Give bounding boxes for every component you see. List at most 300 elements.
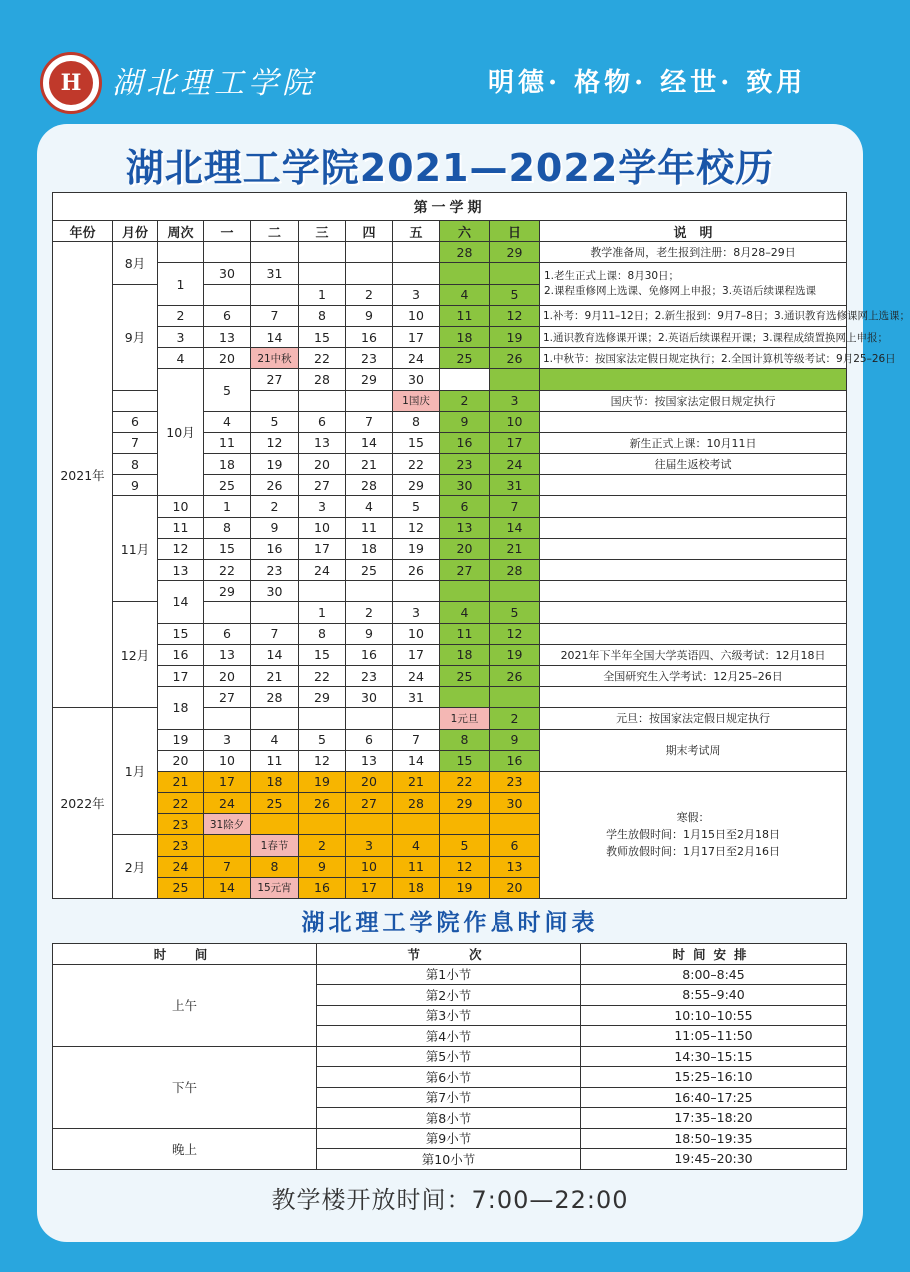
day-cell xyxy=(251,708,299,729)
column-header: 月份 xyxy=(113,221,158,242)
week-cell: 5 xyxy=(204,369,251,411)
week-cell: 22 xyxy=(158,793,204,814)
day-cell: 16 xyxy=(440,432,490,453)
note-cell xyxy=(540,475,847,496)
day-cell: 5 xyxy=(490,602,540,623)
note-cell xyxy=(540,496,847,517)
day-cell: 19 xyxy=(490,326,540,347)
day-cell xyxy=(251,814,299,835)
day-cell: 8 xyxy=(299,623,346,644)
column-header: 六 xyxy=(440,221,490,242)
day-cell: 16 xyxy=(251,538,299,559)
day-cell: 11 xyxy=(440,623,490,644)
day-cell xyxy=(346,814,393,835)
day-cell: 6 xyxy=(204,623,251,644)
week-cell: 20 xyxy=(158,750,204,771)
day-cell: 15 xyxy=(299,644,346,665)
week-cell: 13 xyxy=(158,560,204,581)
week-cell: 7 xyxy=(113,432,158,453)
calendar-table xyxy=(52,192,910,899)
day-cell: 11 xyxy=(204,432,251,453)
day-cell: 25 xyxy=(204,475,251,496)
day-cell: 3 xyxy=(490,390,540,411)
note-cell xyxy=(540,771,847,898)
day-cell xyxy=(204,708,251,729)
day-cell: 4 xyxy=(440,284,490,305)
day-cell: 1春节 xyxy=(251,835,299,856)
week-cell: 19 xyxy=(158,729,204,750)
day-cell: 7 xyxy=(251,623,299,644)
note-line: 寒假： xyxy=(676,811,710,825)
school-name: 湖北理工学院 xyxy=(112,66,316,101)
day-cell: 14 xyxy=(393,750,440,771)
day-cell xyxy=(251,284,299,305)
week-cell: 18 xyxy=(158,687,204,729)
month-cell: 9月 xyxy=(113,284,158,390)
time-cell: 15:25–16:10 xyxy=(581,1067,847,1088)
day-cell: 24 xyxy=(299,560,346,581)
day-cell xyxy=(204,602,251,623)
day-cell: 10 xyxy=(393,623,440,644)
day-cell: 26 xyxy=(490,348,540,369)
day-cell: 14 xyxy=(490,517,540,538)
day-cell: 6 xyxy=(490,835,540,856)
day-cell xyxy=(204,242,251,263)
day-cell: 2 xyxy=(440,390,490,411)
schedule-header: 节 次 xyxy=(317,944,581,965)
week-cell: 6 xyxy=(113,411,158,432)
day-cell: 9 xyxy=(440,411,490,432)
day-cell: 17 xyxy=(393,644,440,665)
year-cell: 2021年 xyxy=(53,242,113,708)
week-cell: 23 xyxy=(158,814,204,835)
day-cell: 21 xyxy=(346,454,393,475)
note-cell xyxy=(540,602,847,623)
day-cell: 17 xyxy=(393,326,440,347)
day-cell: 4 xyxy=(251,729,299,750)
note-cell xyxy=(540,687,847,708)
day-cell: 19 xyxy=(490,644,540,665)
day-cell: 23 xyxy=(346,348,393,369)
month-cell: 1月 xyxy=(113,708,158,835)
day-cell xyxy=(299,708,346,729)
day-cell xyxy=(299,581,346,602)
day-cell: 1国庆 xyxy=(393,390,440,411)
day-cell xyxy=(393,581,440,602)
note-cell xyxy=(540,538,847,559)
period-cell: 晚上 xyxy=(53,1128,317,1169)
day-cell: 18 xyxy=(393,877,440,898)
day-cell: 31 xyxy=(393,687,440,708)
week-cell: 15 xyxy=(158,623,204,644)
day-cell: 13 xyxy=(490,856,540,877)
month-cell: 12月 xyxy=(113,602,158,708)
day-cell xyxy=(346,263,393,284)
day-cell: 25 xyxy=(440,348,490,369)
day-cell: 3 xyxy=(346,835,393,856)
day-cell xyxy=(346,242,393,263)
day-cell: 30 xyxy=(440,475,490,496)
session-cell: 第5小节 xyxy=(317,1046,581,1067)
time-cell: 10:10–10:55 xyxy=(581,1005,847,1026)
day-cell: 15 xyxy=(393,432,440,453)
day-cell: 18 xyxy=(440,326,490,347)
day-cell: 22 xyxy=(299,665,346,686)
day-cell: 7 xyxy=(393,729,440,750)
day-cell: 30 xyxy=(346,687,393,708)
day-cell: 18 xyxy=(440,644,490,665)
note-cell: 1.补考：9月11–12日；2.新生报到：9月7–8日；3.通识教育选修课网上选课； xyxy=(540,305,847,326)
day-cell: 1 xyxy=(299,284,346,305)
day-cell: 8 xyxy=(440,729,490,750)
day-cell: 27 xyxy=(440,560,490,581)
time-cell: 16:40–17:25 xyxy=(581,1087,847,1108)
day-cell: 13 xyxy=(204,326,251,347)
note-cell: 新生正式上课：10月11日 xyxy=(540,432,847,453)
day-cell: 24 xyxy=(204,793,251,814)
day-cell: 26 xyxy=(490,665,540,686)
day-cell: 12 xyxy=(490,305,540,326)
day-cell: 27 xyxy=(251,369,299,390)
time-cell: 11:05–11:50 xyxy=(581,1026,847,1047)
day-cell: 19 xyxy=(393,538,440,559)
day-cell: 17 xyxy=(490,432,540,453)
month-cell: 11月 xyxy=(113,496,158,602)
day-cell xyxy=(490,687,540,708)
day-cell: 18 xyxy=(204,454,251,475)
column-header: 二 xyxy=(251,221,299,242)
session-cell: 第9小节 xyxy=(317,1128,581,1149)
day-cell: 5 xyxy=(490,284,540,305)
day-cell xyxy=(490,581,540,602)
day-cell: 17 xyxy=(299,538,346,559)
day-cell: 25 xyxy=(251,793,299,814)
day-cell: 26 xyxy=(393,560,440,581)
day-cell: 29 xyxy=(204,581,251,602)
day-cell xyxy=(440,581,490,602)
year-cell: 2022年 xyxy=(53,708,113,899)
day-cell xyxy=(346,390,393,411)
note-cell xyxy=(540,581,847,602)
day-cell: 28 xyxy=(440,242,490,263)
day-cell xyxy=(299,263,346,284)
day-cell xyxy=(204,284,251,305)
time-cell: 18:50–19:35 xyxy=(581,1128,847,1149)
week-cell: 17 xyxy=(158,665,204,686)
day-cell: 29 xyxy=(393,475,440,496)
day-cell: 21 xyxy=(393,771,440,792)
day-cell: 8 xyxy=(251,856,299,877)
day-cell: 1 xyxy=(299,602,346,623)
day-cell xyxy=(440,369,490,390)
month-cell: 8月 xyxy=(113,242,158,284)
day-cell: 3 xyxy=(393,284,440,305)
note-cell xyxy=(540,517,847,538)
session-cell: 第7小节 xyxy=(317,1087,581,1108)
week-cell: 14 xyxy=(158,581,204,623)
day-cell: 12 xyxy=(251,432,299,453)
day-cell: 12 xyxy=(440,856,490,877)
day-cell: 22 xyxy=(204,560,251,581)
day-cell: 15元宵 xyxy=(251,877,299,898)
note-cell xyxy=(540,560,847,581)
day-cell: 23 xyxy=(490,771,540,792)
note-cell xyxy=(540,411,847,432)
schedule-title: 湖北理工学院作息时间表 xyxy=(301,910,599,936)
day-cell: 11 xyxy=(251,750,299,771)
day-cell: 15 xyxy=(204,538,251,559)
day-cell: 28 xyxy=(299,369,346,390)
day-cell: 30 xyxy=(251,581,299,602)
day-cell: 16 xyxy=(299,877,346,898)
week-cell: 24 xyxy=(158,856,204,877)
day-cell: 29 xyxy=(346,369,393,390)
day-cell: 25 xyxy=(346,560,393,581)
day-cell: 21 xyxy=(251,665,299,686)
time-cell: 19:45–20:30 xyxy=(581,1149,847,1170)
day-cell: 28 xyxy=(251,687,299,708)
day-cell xyxy=(393,814,440,835)
day-cell: 2 xyxy=(346,602,393,623)
day-cell: 9 xyxy=(346,305,393,326)
note-cell: 往届生返校考试 xyxy=(540,454,847,475)
week-cell: 16 xyxy=(158,644,204,665)
day-cell xyxy=(346,708,393,729)
day-cell: 14 xyxy=(346,432,393,453)
building-open-hours: 教学楼开放时间：7:00—22:00 xyxy=(271,1186,629,1214)
day-cell: 28 xyxy=(490,560,540,581)
column-header: 说 明 xyxy=(540,221,847,242)
column-header: 五 xyxy=(393,221,440,242)
day-cell: 20 xyxy=(490,877,540,898)
day-cell: 24 xyxy=(490,454,540,475)
day-cell: 30 xyxy=(490,793,540,814)
week-cell: 10 xyxy=(158,496,204,517)
day-cell: 12 xyxy=(393,517,440,538)
day-cell: 4 xyxy=(440,602,490,623)
session-cell: 第6小节 xyxy=(317,1067,581,1088)
day-cell: 18 xyxy=(346,538,393,559)
week-cell: 2 xyxy=(158,305,204,326)
day-cell: 6 xyxy=(440,496,490,517)
day-cell: 5 xyxy=(251,411,299,432)
day-cell: 9 xyxy=(251,517,299,538)
session-cell: 第8小节 xyxy=(317,1108,581,1129)
day-cell: 20 xyxy=(346,771,393,792)
day-cell xyxy=(440,687,490,708)
note-cell xyxy=(540,623,847,644)
day-cell: 21 xyxy=(490,538,540,559)
time-cell: 17:35–18:20 xyxy=(581,1108,847,1129)
day-cell: 27 xyxy=(346,793,393,814)
session-cell: 第4小节 xyxy=(317,1026,581,1047)
day-cell: 22 xyxy=(393,454,440,475)
session-cell: 第1小节 xyxy=(317,964,581,985)
day-cell: 24 xyxy=(393,665,440,686)
day-cell xyxy=(251,602,299,623)
period-cell: 下午 xyxy=(53,1046,317,1128)
day-cell: 7 xyxy=(346,411,393,432)
day-cell: 14 xyxy=(251,326,299,347)
day-cell: 23 xyxy=(346,665,393,686)
week-cell xyxy=(158,242,204,263)
school-logo xyxy=(40,52,102,114)
day-cell xyxy=(113,390,158,411)
period-cell: 上午 xyxy=(53,964,317,1046)
page-title: 湖北理工学院2021—2022学年校历 xyxy=(125,146,775,190)
day-cell: 13 xyxy=(346,750,393,771)
day-cell: 1 xyxy=(204,496,251,517)
day-cell xyxy=(440,814,490,835)
day-cell: 13 xyxy=(440,517,490,538)
day-cell: 10 xyxy=(299,517,346,538)
day-cell xyxy=(204,835,251,856)
schedule-header: 时间安排 xyxy=(581,944,847,965)
note-cell: 教学准备周，老生报到注册：8月28–29日 xyxy=(540,242,847,263)
day-cell: 2 xyxy=(299,835,346,856)
day-cell: 4 xyxy=(393,835,440,856)
session-cell: 第10小节 xyxy=(317,1149,581,1170)
day-cell xyxy=(299,242,346,263)
note-cell xyxy=(540,263,847,305)
day-cell: 6 xyxy=(346,729,393,750)
day-cell: 20 xyxy=(204,665,251,686)
day-cell: 23 xyxy=(440,454,490,475)
day-cell: 30 xyxy=(393,369,440,390)
day-cell: 26 xyxy=(251,475,299,496)
semester-label: 第一学期 xyxy=(53,193,847,221)
day-cell: 27 xyxy=(299,475,346,496)
day-cell xyxy=(393,708,440,729)
day-cell: 9 xyxy=(299,856,346,877)
day-cell: 2 xyxy=(346,284,393,305)
day-cell: 3 xyxy=(204,729,251,750)
day-cell: 19 xyxy=(440,877,490,898)
day-cell: 11 xyxy=(346,517,393,538)
note-cell: 全国研究生入学考试：12月25–26日 xyxy=(540,665,847,686)
day-cell: 18 xyxy=(251,771,299,792)
week-cell: 3 xyxy=(158,326,204,347)
day-cell xyxy=(346,581,393,602)
note-cell: 1.通识教育选修课开课；2.英语后续课程开课；3.课程成绩置换网上申报； xyxy=(540,326,847,347)
day-cell: 10 xyxy=(393,305,440,326)
day-cell: 16 xyxy=(490,750,540,771)
note-line: 学生放假时间：1月15日至2月18日 xyxy=(606,828,781,842)
week-cell: 23 xyxy=(158,835,204,856)
time-cell: 14:30–15:15 xyxy=(581,1046,847,1067)
day-cell: 29 xyxy=(490,242,540,263)
day-cell: 3 xyxy=(393,602,440,623)
logo-mark: H xyxy=(49,61,93,105)
week-cell: 12 xyxy=(158,538,204,559)
day-cell: 15 xyxy=(299,326,346,347)
day-cell: 24 xyxy=(393,348,440,369)
day-cell: 23 xyxy=(251,560,299,581)
day-cell: 5 xyxy=(299,729,346,750)
note-cell: 2021年下半年全国大学英语四、六级考试：12月18日 xyxy=(540,644,847,665)
week-cell: 25 xyxy=(158,877,204,898)
day-cell: 8 xyxy=(204,517,251,538)
month-cell: 10月 xyxy=(158,369,204,496)
day-cell xyxy=(490,814,540,835)
note-line: 1.老生正式上课：8月30日； xyxy=(544,270,680,283)
column-header: 年份 xyxy=(53,221,113,242)
day-cell: 30 xyxy=(204,263,251,284)
week-cell: 8 xyxy=(113,454,158,475)
column-header: 周次 xyxy=(158,221,204,242)
time-cell: 8:00–8:45 xyxy=(581,964,847,985)
week-cell: 4 xyxy=(158,348,204,369)
note-cell: 国庆节：按国家法定假日规定执行 xyxy=(540,390,847,411)
day-cell: 3 xyxy=(299,496,346,517)
school-motto: 明德· 格物· 经世· 致用 xyxy=(488,68,807,98)
day-cell: 25 xyxy=(440,665,490,686)
day-cell: 15 xyxy=(440,750,490,771)
schedule-header: 时 间 xyxy=(53,944,317,965)
note-cell: 1.中秋节：按国家法定假日规定执行；2.全国计算机等级考试：9月25–26日 xyxy=(540,348,847,369)
month-cell: 2月 xyxy=(113,835,158,899)
day-cell: 12 xyxy=(490,623,540,644)
day-cell: 1元旦 xyxy=(440,708,490,729)
day-cell: 27 xyxy=(204,687,251,708)
session-cell: 第3小节 xyxy=(317,1005,581,1026)
day-cell: 7 xyxy=(204,856,251,877)
day-cell: 28 xyxy=(393,793,440,814)
day-cell: 26 xyxy=(299,793,346,814)
day-cell: 8 xyxy=(393,411,440,432)
day-cell: 21中秋 xyxy=(251,348,299,369)
day-cell: 19 xyxy=(251,454,299,475)
day-cell: 7 xyxy=(251,305,299,326)
day-cell: 10 xyxy=(346,856,393,877)
column-header: 日 xyxy=(490,221,540,242)
day-cell xyxy=(440,263,490,284)
note-cell: 期末考试周 xyxy=(540,729,847,771)
day-cell xyxy=(540,369,847,390)
day-cell xyxy=(393,263,440,284)
day-cell: 5 xyxy=(440,835,490,856)
day-cell: 13 xyxy=(204,644,251,665)
day-cell xyxy=(251,242,299,263)
note-cell: 元旦：按国家法定假日规定执行 xyxy=(540,708,847,729)
day-cell: 5 xyxy=(393,496,440,517)
column-header: 四 xyxy=(346,221,393,242)
day-cell: 9 xyxy=(346,623,393,644)
schedule-table xyxy=(52,943,847,1170)
day-cell: 4 xyxy=(204,411,251,432)
day-cell: 28 xyxy=(346,475,393,496)
day-cell: 12 xyxy=(299,750,346,771)
day-cell xyxy=(393,242,440,263)
day-cell: 29 xyxy=(299,687,346,708)
session-cell: 第2小节 xyxy=(317,985,581,1006)
day-cell: 22 xyxy=(440,771,490,792)
day-cell: 20 xyxy=(440,538,490,559)
day-cell: 14 xyxy=(204,877,251,898)
day-cell: 22 xyxy=(299,348,346,369)
day-cell xyxy=(299,814,346,835)
day-cell: 8 xyxy=(299,305,346,326)
day-cell xyxy=(490,263,540,284)
day-cell: 9 xyxy=(490,729,540,750)
day-cell: 2 xyxy=(251,496,299,517)
day-cell: 10 xyxy=(204,750,251,771)
day-cell: 31 xyxy=(251,263,299,284)
note-line: 教师放假时间：1月17日至2月16日 xyxy=(606,845,781,859)
week-cell: 9 xyxy=(113,475,158,496)
day-cell: 10 xyxy=(490,411,540,432)
day-cell: 7 xyxy=(490,496,540,517)
